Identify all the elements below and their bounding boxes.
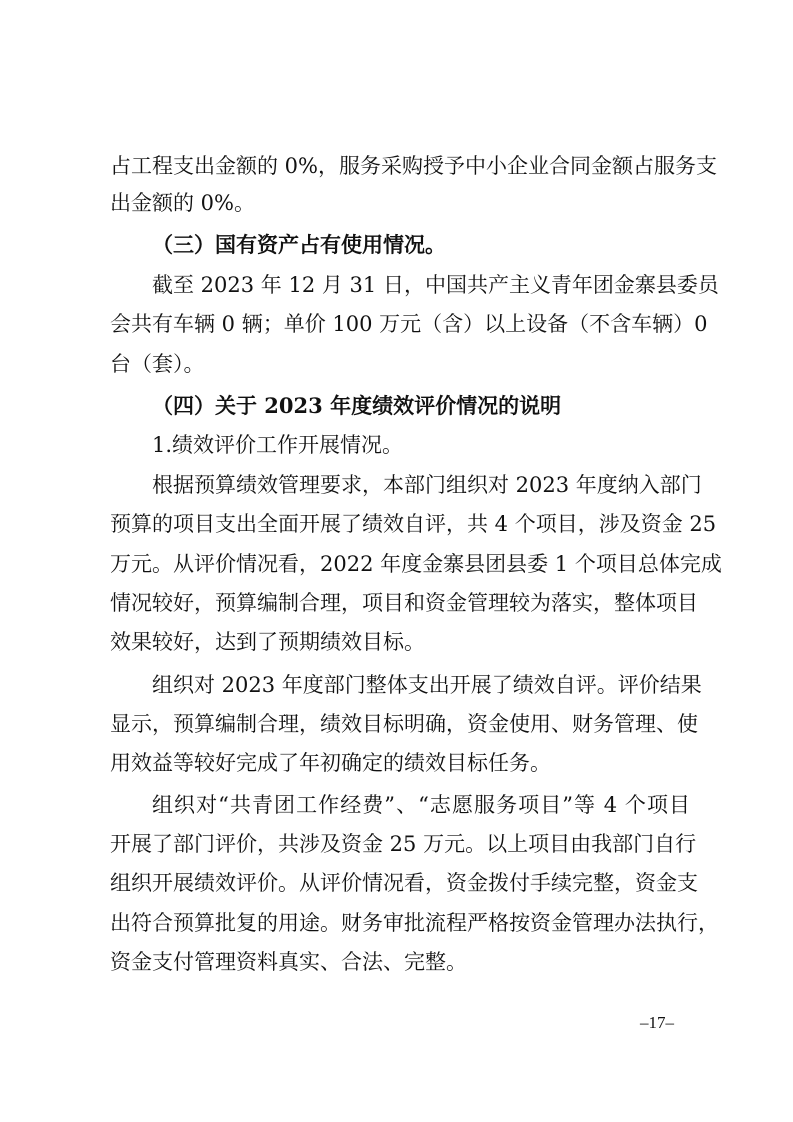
- text-line-4: 截至 2023 年 12 月 31 日，中国共产主义青年团金寨县委员: [152, 273, 719, 297]
- text-line-2: 出金额的 0%。: [110, 191, 255, 215]
- text-line-13: 效果较好，达到了预期绩效目标。: [110, 630, 425, 654]
- section-heading-3: （三）国有资产占有使用情况。: [152, 232, 446, 257]
- text-line-5: 会共有车辆 0 辆；单价 100 万元（含）以上设备（不含车辆）0: [110, 312, 708, 336]
- section-heading-4: （四）关于 2023 年度绩效评价情况的说明: [152, 393, 562, 418]
- text-line-10: 预算的项目支出全面开展了绩效自评，共 4 个项目，涉及资金 25: [110, 512, 717, 536]
- text-line-21: 资金支付管理资料真实、合法、完整。: [110, 950, 467, 974]
- text-line-11: 万元。从评价情况看，2022 年度金寨县团县委 1 个项目总体完成: [110, 552, 722, 576]
- subheading-1: 1.绩效评价工作开展情况。: [152, 433, 404, 457]
- text-line-15: 显示，预算编制合理，绩效目标明确，资金使用、财务管理、使: [110, 712, 698, 736]
- text-line-17: 组织对“共青团工作经费”、“志愿服务项目”等 4 个项目: [152, 793, 690, 817]
- text-line-6: 台（套）。: [110, 352, 205, 376]
- text-line-9: 根据预算绩效管理要求，本部门组织对 2023 年度纳入部门: [152, 473, 702, 497]
- text-line-18: 开展了部门评价，共涉及资金 25 万元。以上项目由我部门自行: [110, 832, 697, 856]
- page-number: –17–: [640, 1013, 674, 1032]
- text-line-1: 占工程支出金额的 0%，服务采购授予中小企业合同金额占服务支: [110, 154, 717, 178]
- text-line-19: 组织开展绩效评价。从评价情况看，资金拨付手续完整，资金支: [110, 871, 698, 895]
- text-line-20: 出符合预算批复的用途。财务审批流程严格按资金管理办法执行，: [110, 911, 719, 935]
- text-line-12: 情况较好，预算编制合理，项目和资金管理较为落实，整体项目: [110, 591, 698, 615]
- text-line-16: 用效益等较好完成了年初确定的绩效目标任务。: [110, 751, 551, 775]
- text-line-14: 组织对 2023 年度部门整体支出开展了绩效自评。评价结果: [152, 673, 702, 697]
